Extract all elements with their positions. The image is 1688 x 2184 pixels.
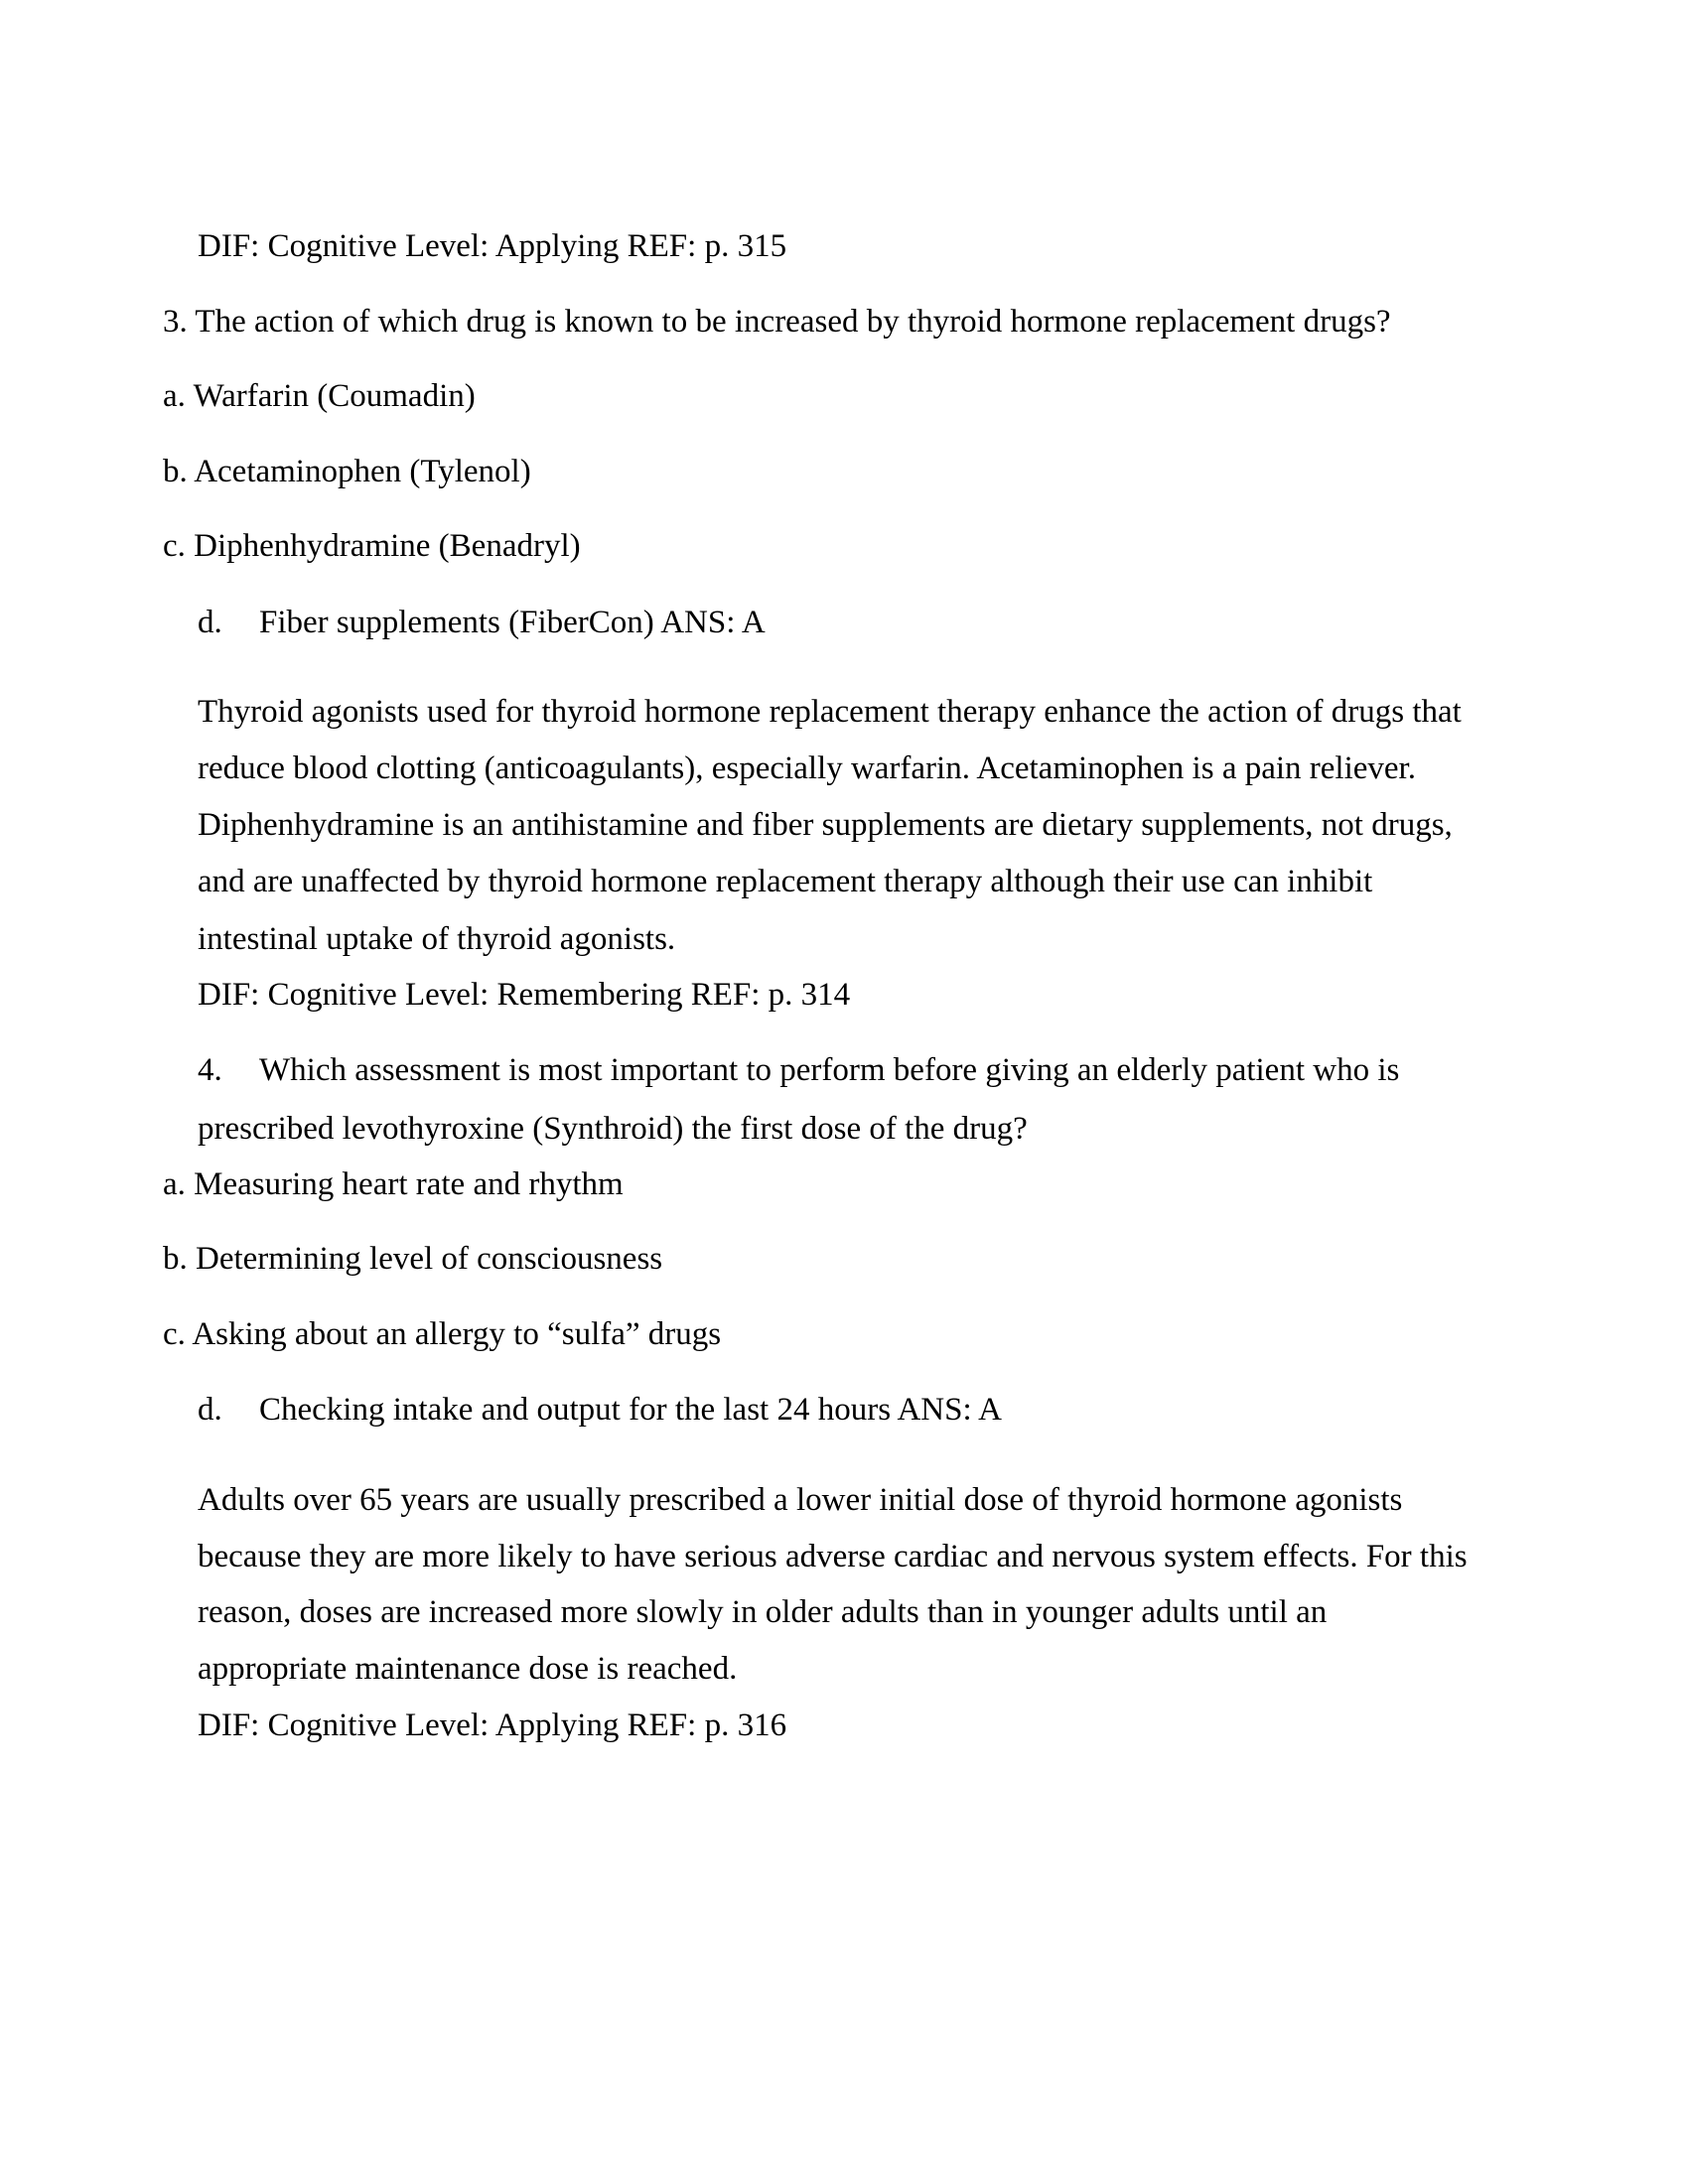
rationale-line: reduce blood clotting (anticoagulants), especially warfarin. Acetaminophen is a pain reliever. [198,751,1416,786]
option-letter: a. [163,378,186,414]
rationale-line: because they are more likely to have serious adverse cardiac and nervous system effects. For this [198,1539,1468,1574]
option-text: Warfarin (Coumadin) [193,378,476,414]
answer-option-b [163,1239,662,1279]
option-text: Checking intake and output for the last 24 hours ANS: A [259,1392,1002,1428]
option-letter: b. [163,454,188,489]
question-text: Which assessment is most important to perform before giving an elderly patient who is [259,1052,1400,1088]
option-letter: b. [163,1241,188,1277]
rationale-line: and are unaffected by thyroid hormone replacement therapy although their use can inhibit [198,864,1373,899]
difficulty-reference-line: DIF: Cognitive Level: Applying REF: p. 315 [198,228,787,264]
option-text: Diphenhydramine (Benadryl) [194,528,581,564]
rationale-line: intestinal uptake of thyroid agonists. [198,921,676,957]
answer-option-a [163,1164,624,1204]
difficulty-reference-line: DIF: Cognitive Level: Applying REF: p. 316 [198,1707,787,1743]
option-text: Measuring heart rate and rhythm [194,1166,624,1202]
option-letter: d. [198,605,222,640]
question-number: 3. [163,304,188,340]
answer-option-a [163,376,476,416]
rationale-line: Thyroid agonists used for thyroid hormone replacement therapy enhance the action of drugs that [198,694,1462,730]
option-letter: c. [163,1316,186,1352]
difficulty-reference-line: DIF: Cognitive Level: Remembering REF: p. 314 [198,977,851,1013]
option-text: Determining level of consciousness [196,1241,663,1277]
rationale-line: Adults over 65 years are usually prescribed a lower initial dose of thyroid hormone agonists [198,1482,1403,1518]
option-text: Asking about an allergy to “sulfa” drugs [192,1316,722,1352]
option-letter: c. [163,528,186,564]
rationale-line: reason, doses are increased more slowly in older adults than in younger adults until an [198,1594,1328,1630]
question-text: prescribed levothyroxine (Synthroid) the first dose of the drug? [198,1111,1028,1147]
option-text: Acetaminophen (Tylenol) [194,454,531,489]
rationale-line: appropriate maintenance dose is reached. [198,1651,738,1687]
question-number: 4. [198,1052,222,1088]
option-letter: d. [198,1392,222,1428]
question-stem [163,302,1391,341]
question-text: The action of which drug is known to be increased by thyroid hormone replacement drugs? [195,304,1391,340]
rationale-line: Diphenhydramine is an antihistamine and fiber supplements are dietary supplements, not drugs, [198,807,1453,843]
answer-option-c [163,1314,721,1354]
option-text: Fiber supplements (FiberCon) ANS: A [259,605,766,640]
answer-option-c [163,526,581,566]
answer-option-b [163,452,531,491]
option-letter: a. [163,1166,186,1202]
